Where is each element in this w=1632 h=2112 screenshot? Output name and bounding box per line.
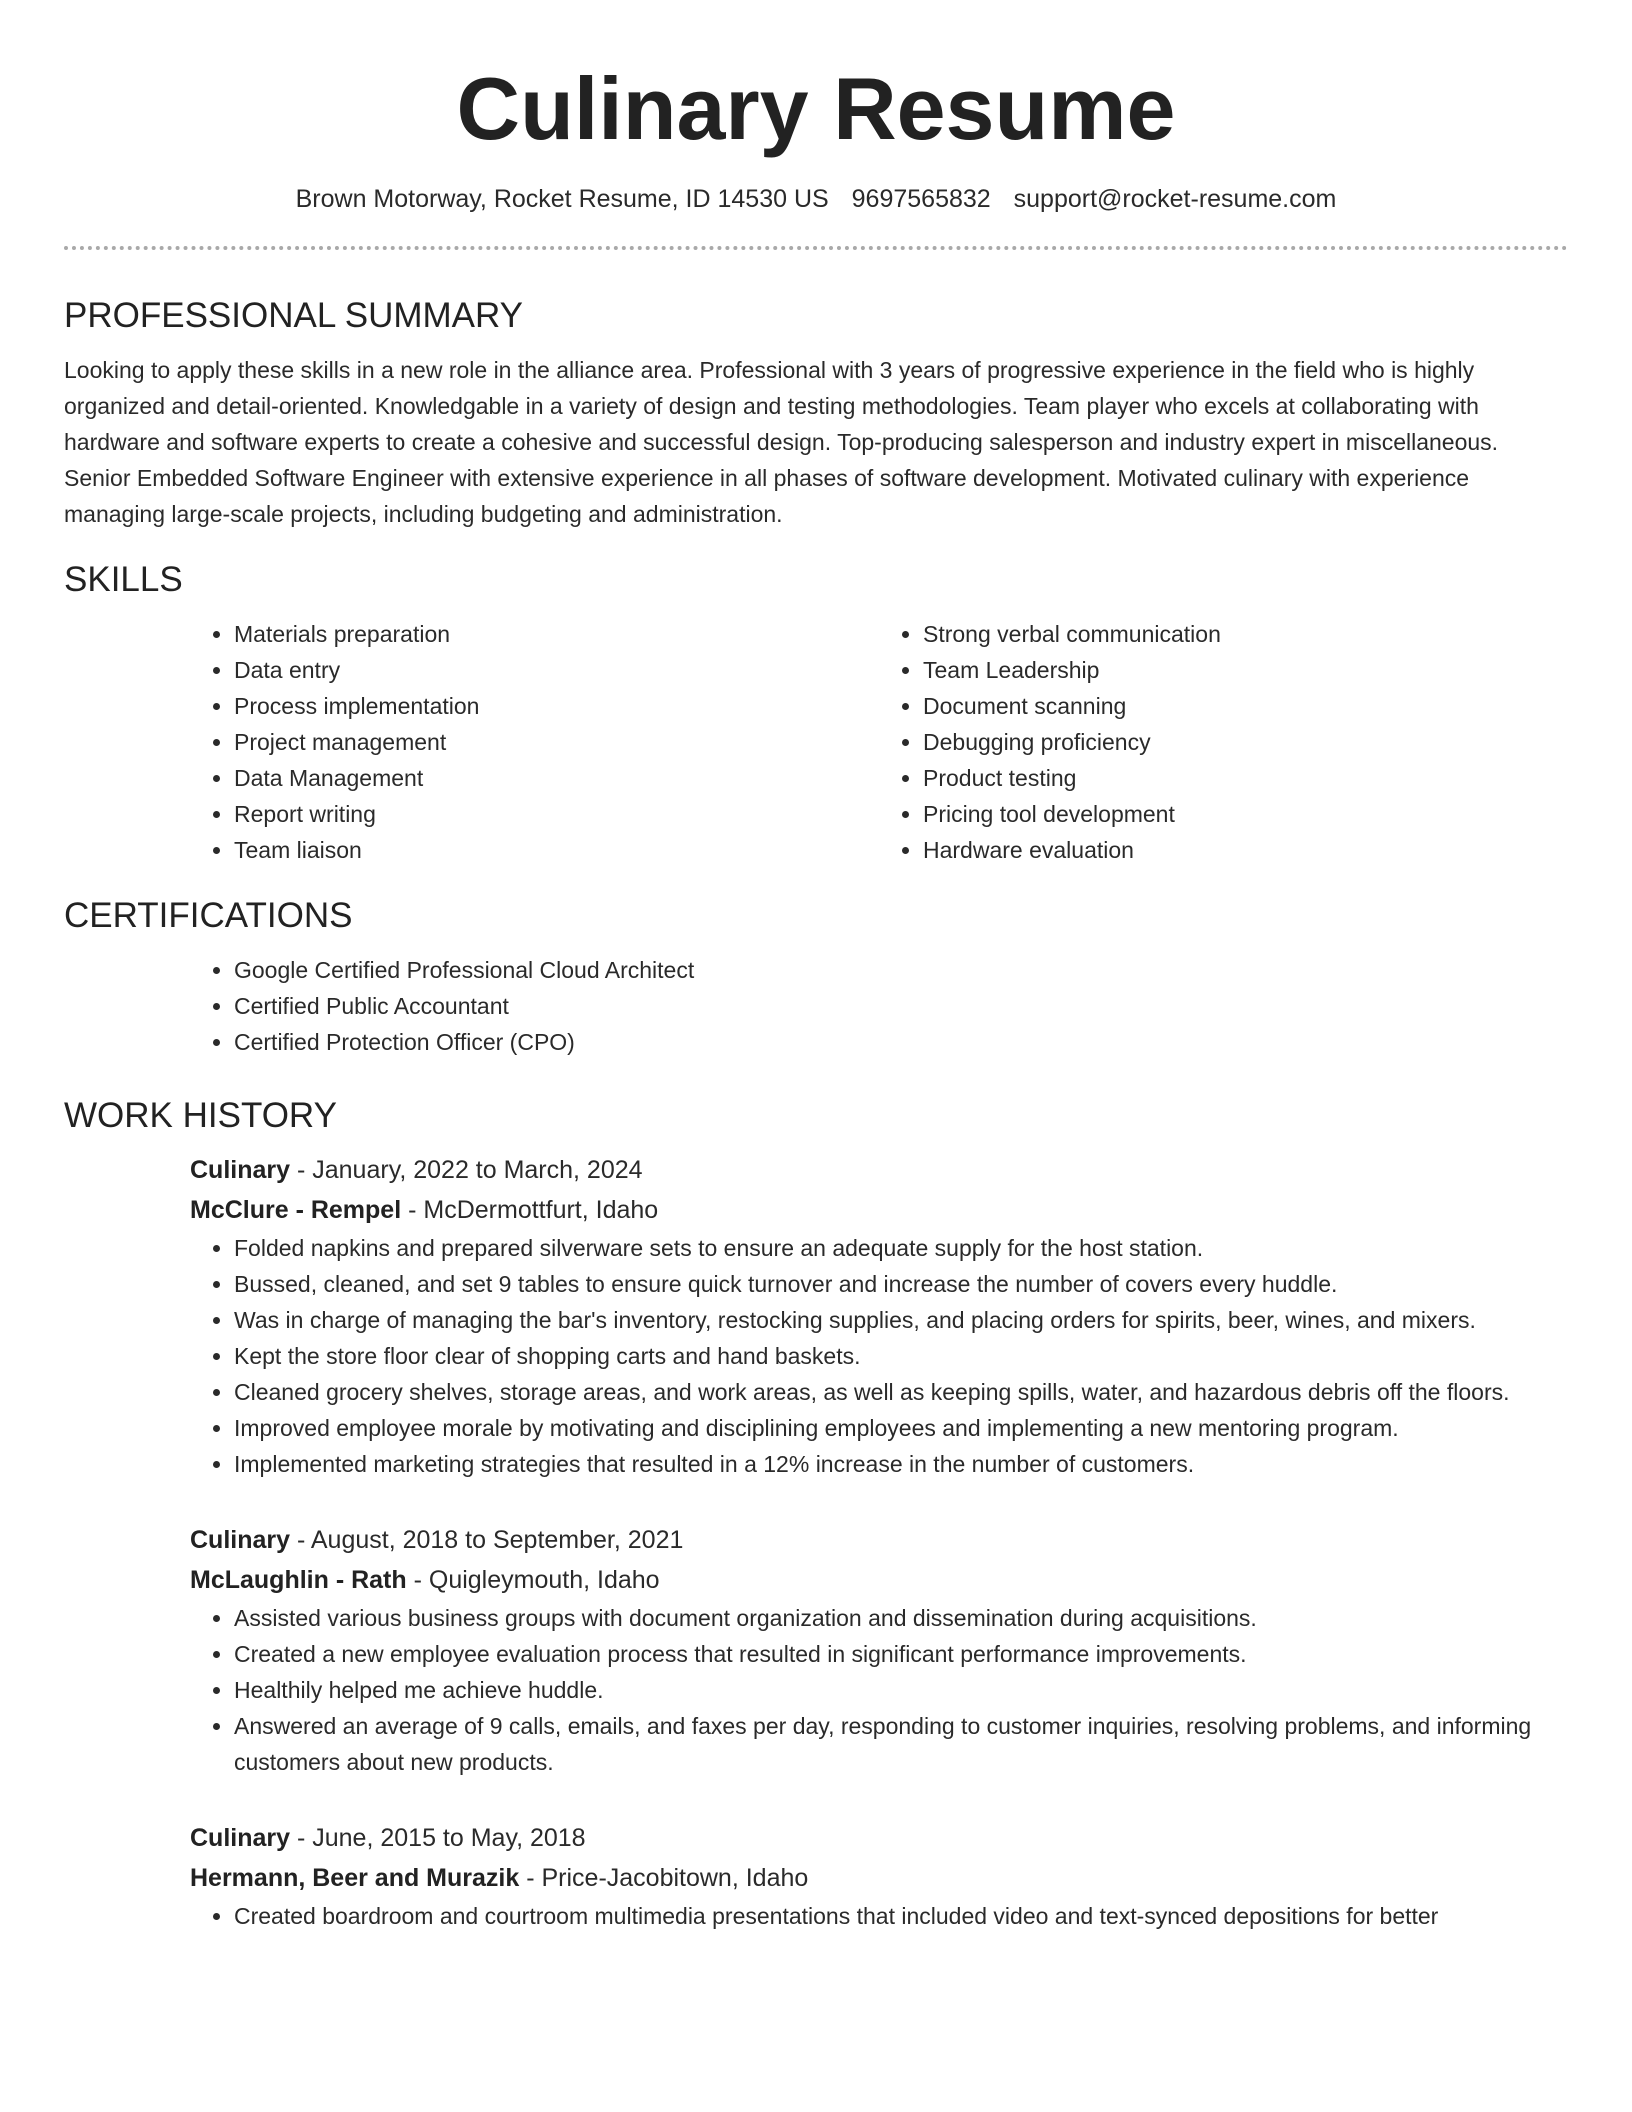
- job-entry: [190, 1818, 1568, 1934]
- job-location: Quigleymouth, Idaho: [428, 1566, 660, 1594]
- job-title: Culinary: [190, 1156, 291, 1184]
- skills-right-list: [879, 616, 1568, 868]
- job-title: Culinary: [190, 1824, 291, 1852]
- job-company: McClure - Rempel: [190, 1196, 402, 1224]
- skills-right-column: [879, 616, 1568, 868]
- job-bullet: • Answered an average of 9 calls, emails, and faxes per day, responding to customer inquiries, resolving problems, and informing customers about new products.: [234, 1708, 1568, 1780]
- job-bullet: • Created a new employee evaluation process that resulted in significant performance improvements.: [234, 1636, 1568, 1672]
- certification-item: • Certified Protection Officer (CPO): [234, 1024, 1568, 1060]
- job-bullet: • Bussed, cleaned, and set 9 tables to ensure quick turnover and increase the number of covers every huddle.: [234, 1266, 1568, 1302]
- contact-phone: 9697565832: [851, 185, 991, 213]
- certification-item: • Certified Public Accountant: [234, 988, 1568, 1024]
- skill-item: • Materials preparation: [234, 616, 879, 652]
- work-history-heading: WORK HISTORY: [64, 1096, 337, 1135]
- certifications-section: [64, 894, 1568, 1060]
- job-bullet: • Healthily helped me achieve huddle.: [234, 1672, 1568, 1708]
- contact-line: [64, 182, 1568, 216]
- job-dates: August, 2018 to September, 2021: [310, 1526, 684, 1554]
- job-company: McLaughlin - Rath: [190, 1566, 407, 1594]
- job-bullet: • Folded napkins and prepared silverware sets to ensure an adequate supply for the host station.: [234, 1230, 1568, 1266]
- header-divider: [64, 246, 1568, 250]
- certifications-heading: CERTIFICATIONS: [64, 896, 353, 935]
- job-location: McDermottfurt, Idaho: [423, 1196, 659, 1224]
- skills-left-list: [190, 616, 879, 868]
- job-title: Culinary: [190, 1526, 291, 1554]
- job-company-line: McClure - Rempel - McDermottfurt, Idaho: [190, 1196, 659, 1224]
- skills-left-column: [190, 616, 879, 868]
- job-bullet: • Cleaned grocery shelves, storage areas, and work areas, as well as keeping spills, water, and hazardous debris off the floors.: [234, 1374, 1568, 1410]
- job-bullet: • Kept the store floor clear of shopping carts and hand baskets.: [234, 1338, 1568, 1374]
- certifications-list: [190, 952, 1568, 1060]
- skill-item: • Process implementation: [234, 688, 879, 724]
- skill-item: • Strong verbal communication: [923, 616, 1568, 652]
- job-company-line: Hermann, Beer and Murazik - Price-Jacobitown, Idaho: [190, 1864, 809, 1892]
- skills-section: [64, 558, 1568, 868]
- skill-item: • Project management: [234, 724, 879, 760]
- job-title-line: Culinary - August, 2018 to September, 2021: [190, 1526, 684, 1554]
- job-company: Hermann, Beer and Murazik: [190, 1864, 520, 1892]
- contact-email: support@rocket-resume.com: [1013, 185, 1337, 213]
- job-title-line: Culinary - January, 2022 to March, 2024: [190, 1156, 643, 1184]
- job-dates: January, 2022 to March, 2024: [312, 1156, 643, 1184]
- summary-heading: PROFESSIONAL SUMMARY: [64, 296, 523, 335]
- work-history-section: [64, 1094, 1568, 1934]
- skill-item: • Data entry: [234, 652, 879, 688]
- skill-item: • Report writing: [234, 796, 879, 832]
- skills-columns: [190, 616, 1568, 868]
- job-bullets: [190, 1898, 1568, 1934]
- job-title-line: Culinary - June, 2015 to May, 2018: [190, 1824, 586, 1852]
- skill-item: • Data Management: [234, 760, 879, 796]
- skill-item: • Team Leadership: [923, 652, 1568, 688]
- job-bullet: • Implemented marketing strategies that resulted in a 12% increase in the number of customers.: [234, 1446, 1568, 1482]
- job-company-line: McLaughlin - Rath - Quigleymouth, Idaho: [190, 1566, 660, 1594]
- job-dates: June, 2015 to May, 2018: [312, 1824, 586, 1852]
- skills-heading: SKILLS: [64, 560, 183, 599]
- skill-item: • Hardware evaluation: [923, 832, 1568, 868]
- job-bullet: • Assisted various business groups with document organization and dissemination during acquisitions.: [234, 1600, 1568, 1636]
- summary-text: Looking to apply these skills in a new role in the alliance area. Professional with 3 years of progressive experience in the field who is highly organized and detail-oriented. Knowledgable in a variety of design and testing methodologies. Team player who excels at collaborating with hardware and software experts to create a cohesive and successful design. Top-producing salesperson and industry expert in miscellaneous. Senior Embedded Software Engineer with extensive experience in all phases of software development. Motivated culinary with experience managing large-scale projects, including budgeting and administration.: [64, 357, 1499, 527]
- job-location: Price-Jacobitown, Idaho: [541, 1864, 809, 1892]
- job-entry: [190, 1520, 1568, 1780]
- certification-item: • Google Certified Professional Cloud Architect: [234, 952, 1568, 988]
- job-bullet: • Improved employee morale by motivating and disciplining employees and implementing a new mentoring program.: [234, 1410, 1568, 1446]
- job-entry: [190, 1150, 1568, 1482]
- job-bullet: • Created boardroom and courtroom multimedia presentations that included video and text-synced depositions for better: [234, 1898, 1568, 1934]
- job-bullet: • Was in charge of managing the bar's inventory, restocking supplies, and placing orders for spirits, beer, wines, and mixers.: [234, 1302, 1568, 1338]
- certifications-list-wrap: [190, 952, 1568, 1060]
- job-bullets: [190, 1230, 1568, 1482]
- contact-address: Brown Motorway, Rocket Resume, ID 14530 US: [295, 185, 829, 213]
- skill-item: • Debugging proficiency: [923, 724, 1568, 760]
- summary-section: [64, 294, 1568, 532]
- skill-item: • Document scanning: [923, 688, 1568, 724]
- skill-item: • Team liaison: [234, 832, 879, 868]
- skill-item: • Product testing: [923, 760, 1568, 796]
- resume-title: Culinary Resume: [456, 59, 1176, 158]
- job-bullets: [190, 1600, 1568, 1780]
- skill-item: • Pricing tool development: [923, 796, 1568, 832]
